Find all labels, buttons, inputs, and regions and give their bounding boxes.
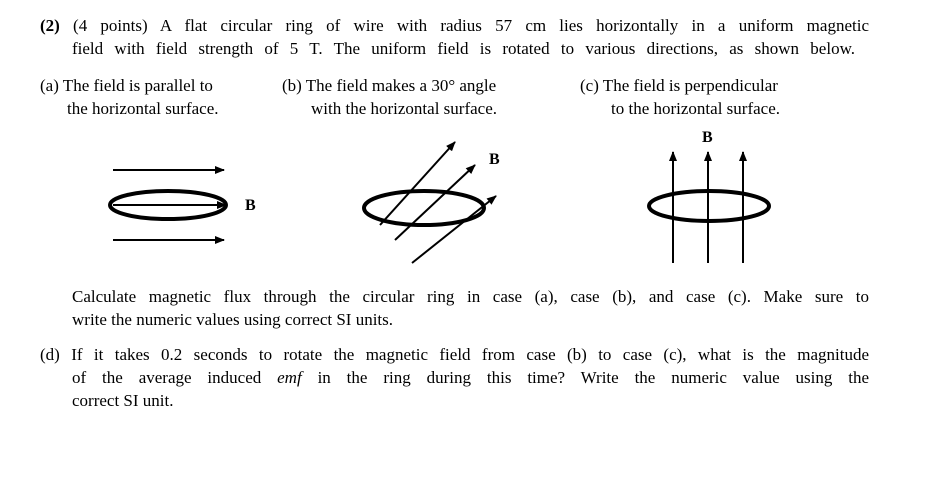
calc-question-line1: Calculate magnetic flux through the circular ring in case (a), case (b), and case (c). Make sure to <box>72 287 869 306</box>
question-d-line2: of the average induced emf in the ring during this time? Write the numeric value using the <box>72 368 870 387</box>
case-b-line2: with the horizontal surface. <box>311 99 497 118</box>
label-b-c: B <box>702 129 713 146</box>
case-b-line1: (b) The field makes a 30° angle <box>282 76 497 95</box>
figure-b <box>364 142 500 263</box>
problem-text-1: (4 points) A flat circular ring of wire with radius 57 cm lies horizontally in a uniform magnetic <box>73 16 869 35</box>
case-c-line1: (c) The field is perpendicular <box>580 76 778 95</box>
field-arrow-b-2 <box>395 165 475 240</box>
label-b-a: B <box>245 197 256 214</box>
field-arrow-b-1 <box>380 142 455 225</box>
emf-term: emf <box>277 368 302 387</box>
question-d-line3: correct SI unit. <box>72 391 174 410</box>
case-a-line2: the horizontal surface. <box>67 99 219 118</box>
figure-c <box>649 129 769 263</box>
figure-a <box>110 170 256 240</box>
question-d-line1: (d) If it takes 0.2 seconds to rotate the magnetic field from case (b) to case (c), what is the magnitude <box>40 345 869 364</box>
case-a-line1: (a) The field is parallel to <box>40 76 213 95</box>
case-c-line2: to the horizontal surface. <box>611 99 780 118</box>
problem-statement-line2: field with field strength of 5 T. The uniform field is rotated to various directions, as shown below. <box>72 39 855 58</box>
field-arrow-b-3 <box>412 196 496 263</box>
problem-number: (2) <box>40 16 60 35</box>
label-b-b: B <box>489 151 500 168</box>
calc-question-line2: write the numeric values using correct SI units. <box>72 310 394 329</box>
